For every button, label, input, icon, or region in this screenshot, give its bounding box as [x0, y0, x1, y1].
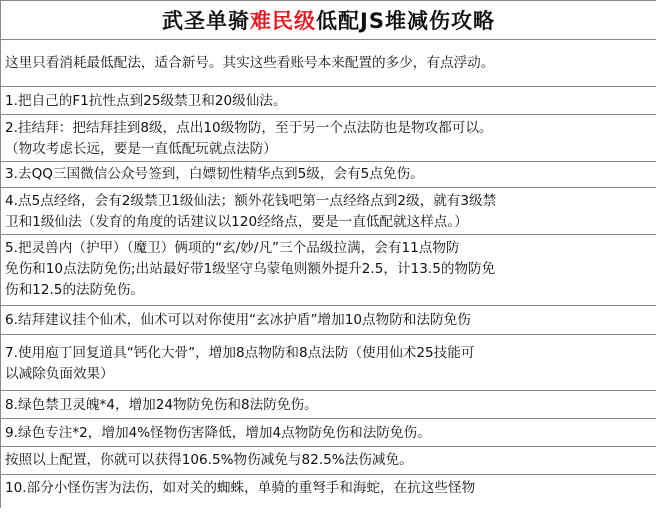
step-5-line-2: 免伤和10点法防免伤;出站最好带1级坚守乌蒙龟则额外提升2.5，计13.5的物防免 [5, 261, 496, 277]
step-row-5 [1, 235, 656, 306]
title-highlight: 难民级 [250, 9, 317, 33]
title-prefix: 武圣单骑 [162, 9, 251, 33]
step-row-6 [1, 306, 656, 335]
step-5-line-3: 伤和12.5的法防免伤。 [5, 282, 145, 298]
step-2-line-2: （物攻考虑长远，要是一直低配玩就点法防） [5, 141, 277, 157]
step-7-line-1: 7.使用庖丁回复道具“钙化大骨”，增加8点物防和8点法防（使用仙术25技能可 [5, 345, 475, 361]
step-row-2 [1, 115, 656, 162]
step-4-line-1: 4.点5点经络，会有2级禁卫1级仙法；额外花钱吧第一点经络点到2级，就有3级禁 [5, 193, 497, 209]
step-1-line-1: 1.把自己的F1抗性点到25级禁卫和20级仙法。 [5, 93, 287, 109]
step-row-8 [1, 391, 656, 419]
page-title [1, 0, 656, 40]
step-5-line-1: 5.把灵兽内（护甲）（魔卫）俩项的“玄/妙/凡”三个品级拉满，会有11点物防 [5, 240, 460, 256]
step-row-10 [1, 475, 656, 515]
step-4-line-2: 卫和1级仙法（发育的角度的话建议以120经络点，要是一直低配就这样点。） [5, 214, 468, 230]
step-row-1 [1, 87, 656, 115]
step-row-3 [1, 162, 656, 188]
step-3-line-1: 3.去QQ三国微信公众号签到，白嫖韧性精华点到5级，会有5点免伤。 [5, 166, 424, 182]
step-row-4 [1, 188, 656, 235]
step-10-line-1: 10.部分小怪伤害为法伤，如对关的蜘蛛，单骑的重弩手和海蛇，在抗这些怪物 [5, 480, 476, 496]
title-suffix: 低配JS堆减伤攻略 [316, 9, 495, 33]
step-8-line-1: 8.绿色禁卫灵魄*4，增加24物防免伤和8法防免伤。 [5, 397, 318, 413]
summary-text: 按照以上配置，你就可以获得106.5%物伤减免与82.5%法伤减免。 [5, 452, 413, 468]
intro-text: 这里只看消耗最低配法，适合新号。其实这些看账号本来配置的多少，有点浮动。 [5, 55, 495, 71]
step-2-line-1: 2.挂结拜：把结拜挂到8级，点出10级物防，至于另一个点法防也是物攻都可以。 [5, 120, 493, 136]
step-row-7 [1, 335, 656, 391]
summary-row [1, 447, 656, 475]
step-7-line-2: 以减除负面效果） [5, 366, 114, 382]
step-6-line-1: 6.结拜建议挂个仙术，仙术可以对你使用“玄冰护盾”增加10点物防和法防免伤 [5, 312, 471, 328]
intro-cell [1, 40, 656, 87]
step-9-line-1: 9.绿色专注*2，增加4%怪物伤害降低，增加4点物防免伤和法防免伤。 [5, 425, 431, 441]
step-row-9 [1, 419, 656, 447]
